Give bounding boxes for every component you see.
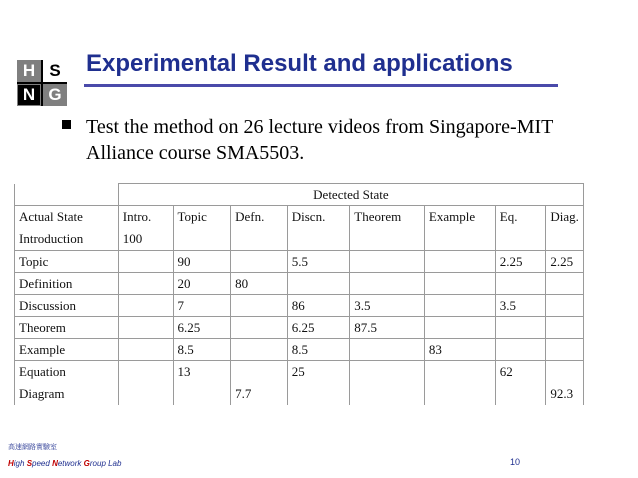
table-cell: 3.5 [350, 295, 425, 317]
table-cell: 13 [177, 364, 191, 379]
corner-cell [15, 184, 119, 206]
table-cell: 8.5 [287, 339, 350, 361]
table-cell [495, 339, 546, 361]
slide-title: Experimental Result and applications [86, 50, 513, 77]
footer-word-part: peed [32, 459, 53, 468]
table-cell [425, 361, 495, 382]
logo-letter-g: G [43, 84, 67, 106]
table-cell [496, 382, 546, 405]
bullet-square-icon [62, 120, 71, 129]
table-cell [546, 361, 583, 382]
merged-cell [231, 361, 288, 406]
results-table [14, 183, 584, 405]
table-cell: 7.7 [235, 386, 252, 401]
table-header-row [15, 184, 584, 206]
footer-initial-g: G [83, 459, 90, 468]
table-cell [424, 295, 495, 317]
table-cell: 3.5 [495, 295, 546, 317]
row-label-definition: Definition [15, 273, 119, 295]
table-cell: 100 [122, 231, 143, 246]
table-cell [231, 227, 287, 250]
column-header-topic: Topic [177, 209, 207, 224]
col-diag-cell [546, 206, 584, 251]
table-cell [350, 382, 424, 405]
row-label-equation: Equation [19, 364, 66, 379]
table-cell [496, 227, 546, 250]
col-topic-cell [173, 206, 231, 251]
table-cell: 8.5 [173, 339, 231, 361]
table-cell [350, 339, 425, 361]
column-header-defn: Defn. [235, 209, 265, 224]
table-cell: 6.25 [173, 317, 231, 339]
footer-lab-name-chinese: 高速網路實驗室 [8, 443, 57, 451]
col-intro-cell [118, 206, 173, 251]
merged-cell [287, 361, 350, 406]
table-cell [118, 295, 173, 317]
table-row [15, 295, 584, 317]
table-row [15, 273, 584, 295]
footer-initial-s: S [26, 459, 33, 468]
merged-cell [350, 361, 425, 406]
footer-lab-name [8, 459, 121, 468]
table-cell [118, 317, 173, 339]
table-cell [350, 227, 424, 250]
table-cell [288, 382, 350, 405]
table-cell [546, 273, 584, 295]
logo-letter-s: S [43, 60, 67, 82]
detected-state-header: Detected State [118, 184, 583, 206]
row-header-cell [15, 361, 119, 406]
table-cell [231, 295, 288, 317]
table-cell [174, 382, 231, 405]
footer-word-part: igh [13, 459, 27, 468]
table-cell [425, 227, 495, 250]
table-cell [495, 317, 546, 339]
footer-word-part: roup Lab [89, 459, 122, 468]
table-cell [495, 273, 546, 295]
table-cell [118, 251, 173, 273]
col-eq-cell [495, 206, 546, 251]
table-cell [118, 339, 173, 361]
col-defn-cell [231, 206, 288, 251]
table-cell [287, 273, 350, 295]
table-row [15, 317, 584, 339]
table-cell: 20 [173, 273, 231, 295]
table-cell: 2.25 [495, 251, 546, 273]
column-header-theorem: Theorem [354, 209, 402, 224]
merged-cell [495, 361, 546, 406]
table-cell [424, 251, 495, 273]
column-header-discn: Discn. [291, 209, 326, 224]
table-cell [350, 273, 425, 295]
row-label-discussion: Discussion [15, 295, 119, 317]
col-theorem-cell [350, 206, 425, 251]
footer-initial-n: N [52, 459, 58, 468]
table-cell: 5.5 [287, 251, 350, 273]
table-cell [231, 251, 288, 273]
table-cell: 87.5 [350, 317, 425, 339]
table-cell: 83 [424, 339, 495, 361]
table-cell [425, 382, 495, 405]
merged-cell [424, 361, 495, 406]
column-header-eq: Eq. [499, 209, 518, 224]
table-cell [231, 317, 288, 339]
table-cell: 62 [499, 364, 513, 379]
table-row [15, 339, 584, 361]
table-cell [424, 317, 495, 339]
table-cell: 92.3 [550, 386, 574, 401]
table-cell: 7 [173, 295, 231, 317]
table-cell: 80 [231, 273, 288, 295]
row-label-diagram: Diagram [19, 386, 65, 401]
hsng-logo [17, 60, 67, 106]
actual-state-header: Actual State [19, 209, 83, 224]
table-cell [231, 339, 288, 361]
table-cell: 25 [291, 364, 305, 379]
table-cell [350, 361, 424, 382]
column-header-intro: Intro. [122, 209, 152, 224]
col-discn-cell [287, 206, 350, 251]
footer-word-part: etwork [57, 459, 84, 468]
row-label-topic: Topic [15, 251, 119, 273]
column-header-diag: Diag. [550, 209, 579, 224]
table-cell [546, 339, 584, 361]
row-label-theorem: Theorem [15, 317, 119, 339]
table-cell: 86 [287, 295, 350, 317]
table-cell [546, 295, 584, 317]
column-header-example: Example [428, 209, 476, 224]
table-row [15, 206, 584, 251]
footer-initial-h: H [8, 459, 14, 468]
merged-cell [546, 361, 584, 406]
table-cell [119, 382, 173, 405]
page-number: 10 [510, 457, 521, 467]
table-cell: 2.25 [546, 251, 584, 273]
table-cell [174, 227, 231, 250]
row-label-introduction: Introduction [19, 231, 84, 246]
table-cell [424, 273, 495, 295]
logo-letter-n: N [17, 84, 41, 106]
col-example-cell [424, 206, 495, 251]
table-cell [288, 227, 350, 250]
logo-letter-h: H [17, 60, 41, 82]
table-cell: 90 [173, 251, 231, 273]
table-row [15, 251, 584, 273]
title-underline [84, 84, 558, 87]
table-cell [231, 361, 287, 382]
table-cell [119, 361, 173, 382]
table-cell [546, 227, 583, 250]
table-row [15, 361, 584, 406]
merged-cell [173, 361, 231, 406]
table-cell [118, 273, 173, 295]
table-cell: 6.25 [287, 317, 350, 339]
table-cell [350, 251, 425, 273]
row-label-example: Example [15, 339, 119, 361]
table-cell [546, 317, 584, 339]
row-header-cell [15, 206, 119, 251]
bullet-text: Test the method on 26 lecture videos from Singapore-MIT Alliance course SMA5503. [86, 116, 554, 164]
merged-cell [118, 361, 173, 406]
